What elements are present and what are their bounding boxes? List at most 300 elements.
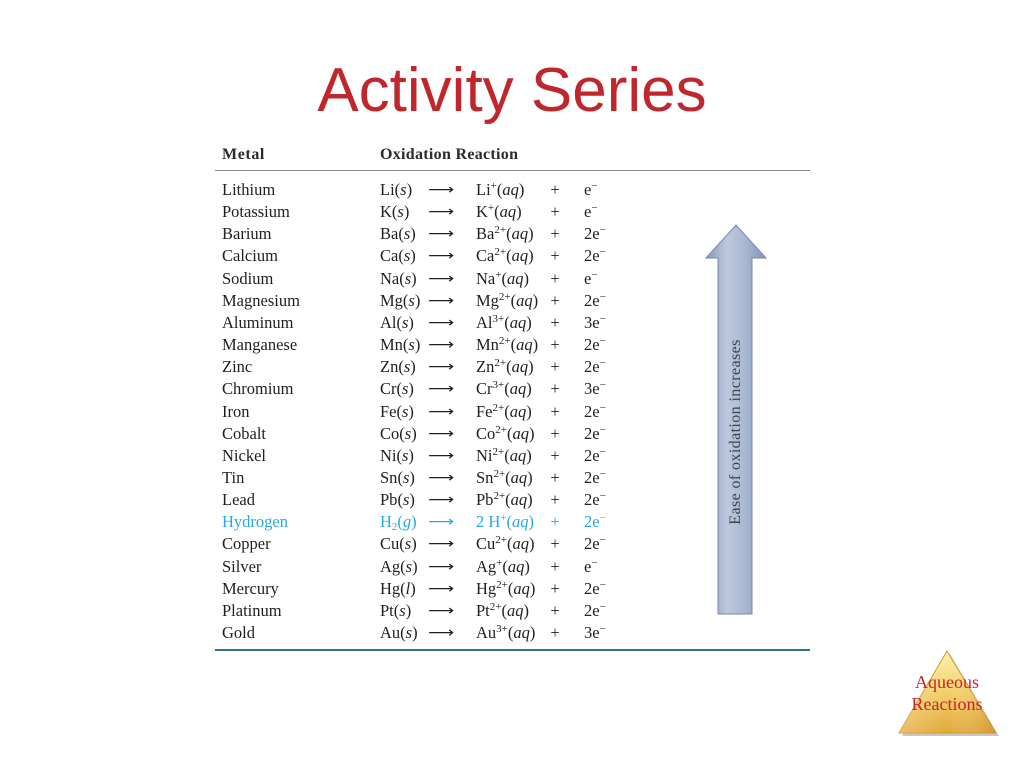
electrons	[584, 268, 598, 290]
metal-name: Hydrogen	[222, 512, 288, 532]
electron-count: e	[584, 180, 592, 199]
open-paren: (	[402, 335, 409, 355]
reactant-symbol: Co	[380, 423, 400, 443]
header-metal: Metal	[222, 146, 265, 163]
metal-name: Lithium	[222, 180, 276, 199]
product-ion: Mg	[476, 290, 499, 310]
electron-count: 2e	[584, 467, 600, 487]
product-ion: Ca	[476, 246, 495, 266]
electron-charge: −	[599, 401, 606, 414]
electron-count: 2e	[584, 578, 600, 598]
open-paren: (	[506, 224, 512, 244]
product-charge: 2+	[494, 246, 507, 259]
reactant	[380, 533, 417, 555]
reaction-arrow-icon: ⟶	[428, 182, 455, 198]
close-paren: )	[410, 246, 416, 266]
reactant	[380, 179, 412, 201]
reactant-state: l	[405, 578, 411, 598]
badge-text	[887, 671, 1007, 715]
product-state: aq	[506, 600, 524, 620]
product-ion: Al	[476, 312, 493, 332]
open-paren: (	[506, 512, 513, 532]
close-paren: )	[523, 268, 529, 288]
metal-name: Nickel	[222, 445, 266, 465]
electron-charge: −	[591, 180, 598, 192]
plus-sign: +	[550, 180, 560, 199]
close-paren: )	[409, 490, 415, 510]
product	[476, 467, 533, 489]
plus-sign: +	[550, 401, 560, 421]
product	[476, 290, 538, 312]
plus-sign: +	[550, 246, 560, 266]
open-paren: (	[502, 556, 508, 576]
electrons	[584, 622, 606, 644]
reactant-state: s	[400, 180, 407, 199]
reaction-arrow-icon: ⟶	[428, 469, 455, 486]
open-paren: (	[505, 467, 511, 487]
open-paren: (	[496, 180, 503, 199]
product	[476, 423, 534, 445]
reactant	[380, 378, 414, 400]
close-paren: )	[406, 180, 413, 199]
product-charge: 2+	[493, 467, 506, 480]
electron-charge: −	[591, 556, 598, 569]
product-charge: 2+	[494, 357, 507, 370]
product-charge: 2+	[495, 423, 507, 436]
plus-sign: +	[550, 268, 560, 288]
reactant	[380, 600, 411, 622]
metal-name: Copper	[222, 534, 271, 554]
product	[476, 378, 532, 400]
reactant	[380, 622, 418, 644]
plus-sign: +	[550, 290, 560, 310]
open-paren: (	[397, 512, 403, 532]
reactant-symbol: Sn	[380, 467, 398, 487]
product-ion: Fe	[476, 401, 493, 421]
close-paren: )	[526, 445, 532, 465]
reaction-arrow-icon: ⟶	[428, 292, 455, 309]
product-state: aq	[499, 202, 517, 222]
open-paren: (	[396, 379, 402, 399]
electron-charge: −	[591, 202, 598, 215]
close-paren: )	[414, 290, 421, 310]
electrons	[584, 245, 606, 267]
product-charge: 3+	[492, 312, 505, 325]
reactant-symbol: Pt	[380, 600, 394, 620]
reactant-state: s	[399, 600, 406, 620]
reaction-arrow-icon: ⟶	[428, 536, 455, 553]
electron-charge: −	[599, 534, 606, 547]
plus-sign: +	[550, 578, 560, 598]
plus-sign: +	[550, 467, 560, 487]
metal-name: Mercury	[222, 578, 279, 598]
close-paren: )	[408, 445, 414, 465]
reaction-arrow-icon: ⟶	[428, 492, 455, 509]
close-paren: )	[527, 467, 533, 487]
electron-charge: −	[599, 467, 606, 480]
open-paren: (	[504, 379, 510, 399]
product	[476, 489, 533, 511]
product-charge: 2+	[493, 490, 506, 503]
reaction-arrow-icon: ⟶	[428, 602, 455, 619]
product-state: aq	[510, 490, 528, 510]
header-oxidation-reaction: Oxidation Reaction	[380, 146, 519, 163]
electrons	[584, 179, 598, 201]
reactant-symbol: Mn	[380, 335, 403, 355]
close-paren: )	[412, 623, 418, 642]
close-paren: )	[528, 246, 534, 266]
close-paren: )	[516, 202, 522, 222]
close-paren: )	[408, 401, 414, 421]
electrons	[584, 556, 598, 578]
electron-charge: −	[599, 312, 606, 325]
close-paren: )	[532, 290, 539, 310]
electron-charge: −	[591, 268, 598, 281]
reactant	[380, 467, 415, 489]
electron-count: 2e	[584, 224, 600, 244]
electron-charge: −	[599, 224, 606, 237]
reactant-symbol: Zn	[380, 357, 399, 377]
reactant-state: s	[404, 268, 412, 288]
close-paren: )	[528, 512, 535, 532]
electrons	[584, 578, 606, 600]
electron-count: 2e	[584, 512, 600, 532]
product-charge: 2+	[495, 534, 507, 547]
product-state: aq	[507, 556, 525, 576]
reaction-arrow-icon: ⟶	[428, 514, 455, 531]
plus-sign: +	[550, 490, 560, 510]
plus-sign: +	[550, 335, 560, 355]
plus-sign: +	[550, 512, 560, 532]
product-charge: +	[495, 268, 502, 281]
table-row-gold	[215, 622, 810, 644]
electrons	[584, 511, 606, 533]
reactant-symbol: Fe	[380, 401, 397, 421]
reactant-symbol: Na	[380, 268, 400, 288]
open-paren: (	[506, 423, 513, 443]
reactant-symbol: Au	[380, 623, 401, 642]
electron-count: 2e	[584, 335, 600, 355]
product-state: aq	[506, 268, 524, 288]
metal-name: Calcium	[222, 246, 278, 266]
reactant-symbol: Al	[380, 312, 397, 332]
close-paren: )	[408, 312, 414, 332]
metal-name: Aluminum	[222, 312, 294, 332]
open-paren: (	[402, 290, 409, 310]
electron-count: 2e	[584, 490, 600, 510]
reactant-symbol: Pb	[380, 490, 398, 510]
plus-sign: +	[550, 312, 560, 332]
open-paren: (	[398, 246, 404, 266]
product	[476, 356, 534, 378]
reactant-symbol: Ni	[380, 445, 397, 465]
reactant-symbol: Cr	[380, 379, 397, 399]
badge-line-2: Reactions	[911, 694, 983, 714]
open-paren: (	[501, 600, 507, 620]
electrons	[584, 467, 606, 489]
open-paren: (	[506, 246, 512, 266]
close-paren: )	[410, 578, 416, 598]
open-paren: (	[396, 445, 402, 465]
product-charge: 3+	[496, 623, 508, 635]
product	[476, 533, 534, 555]
close-paren: )	[529, 578, 536, 598]
reactant-state: s	[402, 490, 410, 510]
product-state: aq	[510, 467, 528, 487]
reactant-state: s	[402, 312, 409, 332]
open-paren: (	[507, 578, 514, 598]
slide-title: Activity Series	[317, 56, 707, 125]
electron-count: 2e	[584, 600, 600, 620]
reactant	[380, 268, 417, 290]
reactant-state: s	[402, 467, 410, 487]
reactant-state: s	[405, 623, 413, 642]
metal-name: Iron	[222, 401, 250, 421]
reaction-arrow-icon: ⟶	[428, 425, 455, 442]
close-paren: )	[528, 423, 535, 443]
product	[476, 334, 538, 356]
metal-name: Zinc	[222, 357, 253, 377]
metal-name: Manganese	[222, 335, 298, 355]
reactant-symbol: Ca	[380, 246, 399, 266]
reaction-arrow-icon: ⟶	[428, 337, 455, 354]
close-paren: )	[403, 202, 410, 222]
reactant-symbol: Hg	[380, 578, 401, 598]
arrow-label: Ease of oxidation increases	[727, 339, 744, 525]
product-charge: +	[496, 556, 503, 569]
close-paren: )	[411, 423, 417, 443]
reactant-state: s	[403, 357, 411, 377]
reaction-arrow-icon: ⟶	[428, 580, 455, 597]
product-charge: 2+	[498, 290, 511, 303]
close-paren: )	[532, 335, 539, 355]
metal-name: Platinum	[222, 600, 282, 620]
product	[476, 401, 532, 423]
table-row-lithium	[215, 179, 810, 201]
reactant	[380, 578, 416, 600]
open-paren: (	[506, 534, 513, 554]
close-paren: )	[409, 467, 415, 487]
reactant-symbol: Li	[380, 180, 395, 199]
electron-charge: −	[599, 578, 606, 591]
product	[476, 179, 524, 201]
electron-count: 3e	[584, 312, 600, 332]
close-paren: )	[528, 357, 534, 377]
electrons	[584, 600, 606, 622]
reactant	[380, 489, 415, 511]
reactant	[380, 511, 417, 533]
product-state: aq	[511, 246, 529, 266]
open-paren: (	[398, 357, 404, 377]
reactant-state: s	[397, 202, 404, 222]
reactant-state: s	[404, 423, 412, 443]
open-paren: (	[504, 445, 510, 465]
electron-count: 3e	[584, 379, 600, 399]
reactant-state: g	[402, 512, 412, 532]
product-charge: 2+	[494, 224, 507, 237]
product-charge: 2+	[492, 401, 505, 414]
product-state: aq	[516, 290, 533, 310]
electrons	[584, 201, 598, 223]
product-state: aq	[509, 379, 527, 399]
close-paren: )	[410, 357, 416, 377]
product-ion: Au	[476, 623, 497, 642]
close-paren: )	[411, 534, 417, 554]
product-ion: Na	[476, 268, 496, 288]
product-ion: Ni	[476, 445, 493, 465]
open-paren: (	[399, 534, 405, 554]
product-state: aq	[509, 312, 527, 332]
reactant-state: s	[403, 224, 411, 244]
metal-name: Barium	[222, 224, 272, 244]
plus-sign: +	[550, 623, 560, 642]
product-ion: Mn	[476, 335, 499, 355]
product-state: aq	[511, 224, 529, 244]
close-paren: )	[523, 600, 529, 620]
reactant-state: s	[408, 335, 415, 355]
electron-charge: −	[599, 335, 606, 348]
electron-charge: −	[599, 490, 606, 503]
electron-count: 2e	[584, 423, 600, 443]
close-paren: )	[527, 490, 533, 510]
reactant-state: s	[405, 556, 413, 576]
product-ion: Zn	[476, 357, 495, 377]
electron-charge: −	[599, 290, 606, 303]
product-charge: +	[500, 512, 507, 525]
electron-charge: −	[599, 379, 606, 392]
electron-count: 2e	[584, 401, 600, 421]
open-paren: (	[400, 578, 406, 598]
reactant-symbol: Mg	[380, 290, 403, 310]
close-paren: )	[518, 180, 525, 199]
product-state: aq	[502, 180, 519, 199]
product	[476, 600, 529, 622]
product-charge: 2+	[498, 335, 511, 348]
metal-name: Chromium	[222, 379, 294, 399]
product	[476, 201, 522, 223]
product	[476, 245, 534, 267]
open-paren: (	[501, 268, 507, 288]
close-paren: )	[526, 312, 532, 332]
product-charge: 2+	[489, 600, 502, 613]
electron-count: 3e	[584, 623, 600, 642]
close-paren: )	[408, 379, 414, 399]
close-paren: )	[526, 379, 532, 399]
reactant-symbol: Ba	[380, 224, 399, 244]
reactant	[380, 201, 409, 223]
product-charge: +	[487, 202, 495, 215]
close-paren: )	[414, 335, 421, 355]
electrons	[584, 445, 606, 467]
close-paren: )	[528, 224, 534, 244]
open-paren: (	[391, 202, 398, 222]
close-paren: )	[412, 556, 418, 576]
plus-sign: +	[550, 423, 560, 443]
close-paren: )	[526, 401, 532, 421]
reactant	[380, 312, 414, 334]
open-paren: (	[399, 268, 405, 288]
reactant-symbol: Ag	[380, 556, 401, 576]
product-charge: +	[490, 180, 497, 192]
table-header	[215, 140, 810, 171]
product-charge: 3+	[492, 379, 505, 392]
reactant-state: s	[402, 379, 409, 399]
electron-charge: −	[599, 423, 606, 436]
reactant	[380, 401, 414, 423]
electrons	[584, 356, 606, 378]
product-state: aq	[509, 445, 527, 465]
reactant-state: s	[408, 290, 415, 310]
electrons	[584, 223, 606, 245]
reactant-subscript: 2	[391, 521, 398, 534]
reaction-arrow-icon: ⟶	[428, 359, 455, 376]
metal-name: Sodium	[222, 268, 274, 288]
metal-name: Gold	[222, 623, 255, 642]
product	[476, 578, 535, 600]
product	[476, 268, 529, 290]
metal-name: Tin	[222, 467, 245, 487]
product-ion: Sn	[476, 467, 494, 487]
electron-charge: −	[599, 357, 606, 370]
reaction-arrow-icon: ⟶	[428, 314, 455, 331]
plus-sign: +	[550, 600, 560, 620]
product	[476, 312, 532, 334]
reactant	[380, 356, 416, 378]
open-paren: (	[400, 623, 406, 642]
electron-charge: −	[599, 445, 606, 458]
plus-sign: +	[550, 556, 560, 576]
reactant-symbol: Cu	[380, 534, 400, 554]
open-paren: (	[396, 401, 402, 421]
product-state: aq	[511, 357, 529, 377]
electrons	[584, 290, 606, 312]
plus-sign: +	[550, 357, 560, 377]
reaction-arrow-icon: ⟶	[428, 270, 455, 287]
product-ion: Cu	[476, 534, 496, 554]
electron-charge: −	[599, 512, 606, 525]
metal-name: Silver	[222, 556, 262, 576]
reactant-symbol: K	[380, 202, 392, 222]
electron-count: 2e	[584, 290, 600, 310]
reaction-arrow-icon: ⟶	[428, 403, 455, 420]
close-paren: )	[410, 224, 416, 244]
open-paren: (	[507, 623, 514, 642]
close-paren: )	[411, 268, 417, 288]
open-paren: (	[510, 290, 517, 310]
electron-charge: −	[599, 623, 606, 635]
open-paren: (	[394, 180, 401, 199]
open-paren: (	[396, 312, 402, 332]
reactant	[380, 445, 414, 467]
close-paren: )	[529, 623, 536, 642]
reaction-arrow-icon: ⟶	[428, 381, 455, 398]
metal-name: Cobalt	[222, 423, 266, 443]
product-ion: Co	[476, 423, 496, 443]
open-paren: (	[506, 357, 512, 377]
product-ion: Li	[476, 180, 491, 199]
product-ion: K	[476, 202, 488, 222]
metal-name: Magnesium	[222, 290, 300, 310]
product-ion: Cr	[476, 379, 493, 399]
reactant-state: s	[402, 445, 409, 465]
reactant-state: s	[402, 401, 409, 421]
product-state: aq	[509, 401, 527, 421]
electron-count: e	[584, 556, 592, 576]
electrons	[584, 378, 606, 400]
product-charge: 2+	[492, 445, 505, 458]
reaction-arrow-icon: ⟶	[428, 625, 455, 641]
electrons	[584, 489, 606, 511]
